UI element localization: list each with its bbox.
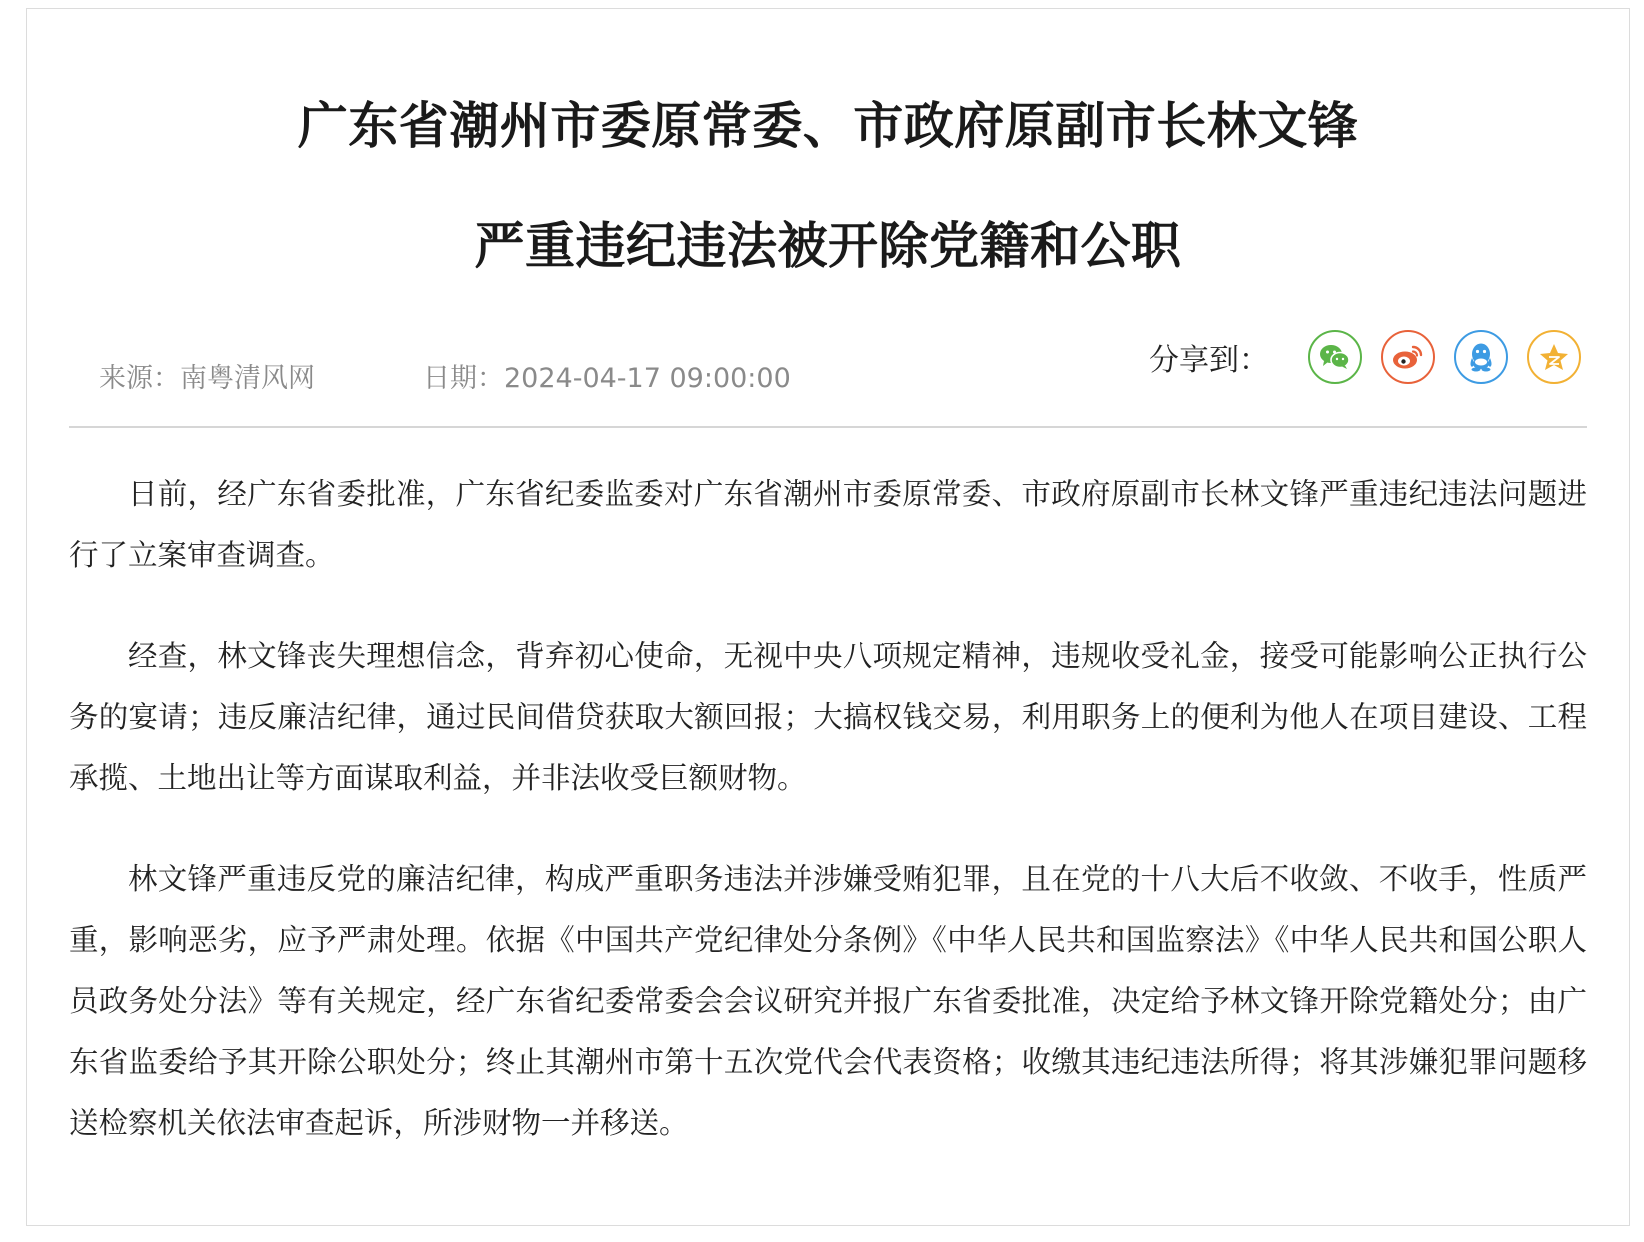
wechat-icon: [1318, 342, 1352, 372]
article-container: [26, 8, 1630, 1226]
article-source: 来源：南粤清风网: [99, 363, 315, 394]
share-weibo-button[interactable]: [1381, 330, 1435, 384]
article-date: 日期：2024-04-17 09:00:00: [423, 363, 791, 394]
article-paragraph: 经查，林文锋丧失理想信念，背弃初心使命，无视中央八项规定精神，违规收受礼金，接受可能影响公正执行公务的宴请；违反廉洁纪律，通过民间借贷获取大额回报；大搞权钱交易，利用职务上的便利为他人在项目建设、工程承揽、土地出让等方面谋取利益，并非法收受巨额财物。: [69, 639, 1587, 795]
share-label: 分享到：: [1149, 343, 1269, 378]
article-body: [69, 464, 1587, 1194]
qzone-icon: [1538, 342, 1570, 372]
share-qzone-button[interactable]: [1527, 330, 1581, 384]
qq-icon: [1466, 341, 1496, 373]
article-paragraph: 日前，经广东省委批准，广东省纪委监委对广东省潮州市委原常委、市政府原副市长林文锋严重违纪违法问题进行了立案审查调查。: [69, 477, 1587, 572]
weibo-icon: [1391, 342, 1425, 372]
article-title-line-1: 广东省潮州市委原常委、市政府原副市长林文锋: [297, 97, 1359, 155]
share-wechat-button[interactable]: [1308, 330, 1362, 384]
share-qq-button[interactable]: [1454, 330, 1508, 384]
article-title-line-2: 严重违纪违法被开除党籍和公职: [474, 217, 1182, 275]
article-paragraph: 林文锋严重违反党的廉洁纪律，构成严重职务违法并涉嫌受贿犯罪，且在党的十八大后不收敛、不收手，性质严重，影响恶劣，应予严肃处理。依据《中国共产党纪律处分条例》《中华人民共和国监察法》《中华人民共和国公职人员政务处分法》等有关规定，经广东省纪委常委会会议研究并报广东省委批准，决定给予林文锋开除党籍处分；由广东省监委给予其开除公职处分；终止其潮州市第十五次党代会代表资格；收缴其违纪违法所得；将其涉嫌犯罪问题移送检察机关依法审查起诉，所涉财物一并移送。: [69, 862, 1587, 1140]
share-bar: [1149, 327, 1581, 387]
header-divider: [69, 426, 1587, 428]
